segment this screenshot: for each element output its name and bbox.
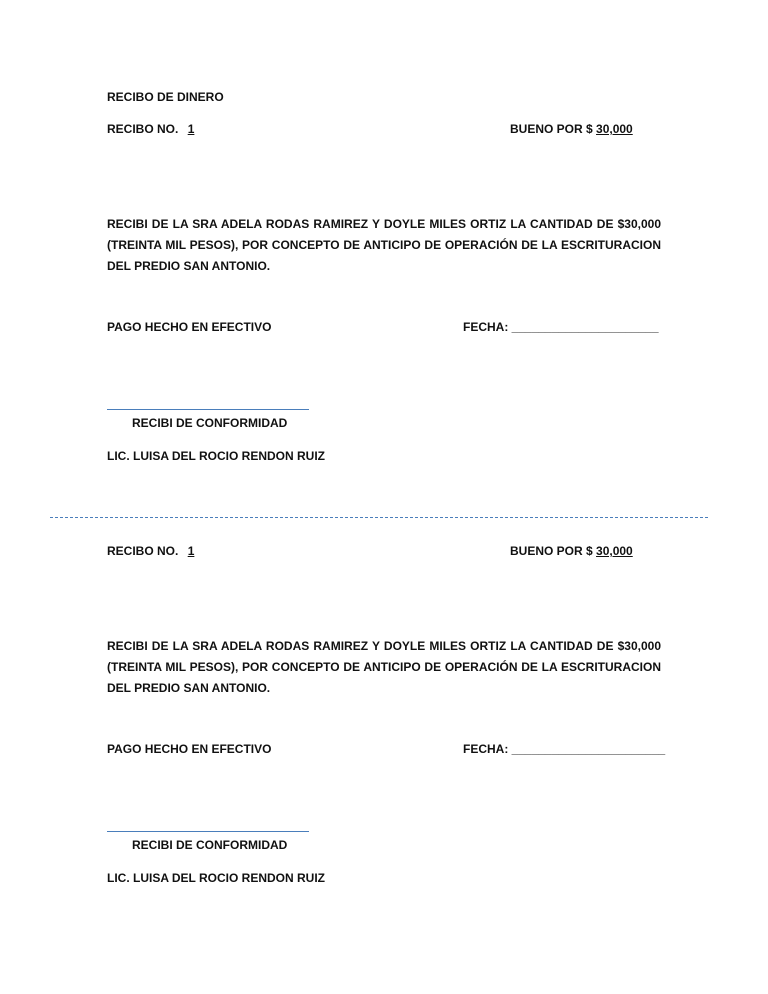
signature-line — [107, 409, 309, 410]
receipt-amount-label: BUENO POR $ — [510, 544, 593, 558]
signature-caption: RECIBI DE CONFORMIDAD — [132, 416, 288, 430]
signature-caption: RECIBI DE CONFORMIDAD — [132, 838, 288, 852]
receipt-body: RECIBI DE LA SRA ADELA RODAS RAMIREZ Y DOYLE MILES ORTIZ LA CANTIDAD DE $30,000 (TREINTA MIL PESOS), POR CONCEPTO DE ANTICIPO DE OPERACIÓN DE LA ESCRITURACION DEL PREDIO SAN ANTONIO. — [107, 217, 661, 273]
receipt-number-label: RECIBO NO. — [107, 544, 179, 558]
payment-method: PAGO HECHO EN EFECTIVO — [107, 320, 272, 334]
document-heading: RECIBO DE DINERO — [107, 90, 224, 104]
receipt-amount-value: 30,000 — [596, 544, 633, 558]
receipt-number — [107, 122, 194, 136]
signature-line — [107, 831, 309, 832]
receipt-number-value: 1 — [187, 122, 195, 136]
date-field — [463, 742, 665, 756]
date-label: FECHA: — [463, 320, 509, 334]
date-field — [463, 320, 659, 334]
receipt-number-label: RECIBO NO. — [107, 122, 179, 136]
receipt-amount — [510, 544, 633, 558]
cut-line-divider — [50, 517, 708, 518]
date-blank: _______________________ — [511, 742, 666, 756]
payment-method: PAGO HECHO EN EFECTIVO — [107, 742, 272, 756]
receipt-number — [107, 544, 194, 558]
receipt-amount-label: BUENO POR $ — [510, 122, 593, 136]
date-blank: ______________________ — [511, 320, 659, 334]
receipt-number-value: 1 — [187, 544, 195, 558]
receipt-body: RECIBI DE LA SRA ADELA RODAS RAMIREZ Y DOYLE MILES ORTIZ LA CANTIDAD DE $30,000 (TREINTA MIL PESOS), POR CONCEPTO DE ANTICIPO DE OPERACIÓN DE LA ESCRITURACION DEL PREDIO SAN ANTONIO. — [107, 639, 661, 695]
receipt-amount — [510, 122, 633, 136]
date-label: FECHA: — [463, 742, 509, 756]
receipt-amount-value: 30,000 — [596, 122, 633, 136]
signatory-name: LIC. LUISA DEL ROCIO RENDON RUIZ — [107, 871, 326, 885]
signatory-name: LIC. LUISA DEL ROCIO RENDON RUIZ — [107, 449, 326, 463]
